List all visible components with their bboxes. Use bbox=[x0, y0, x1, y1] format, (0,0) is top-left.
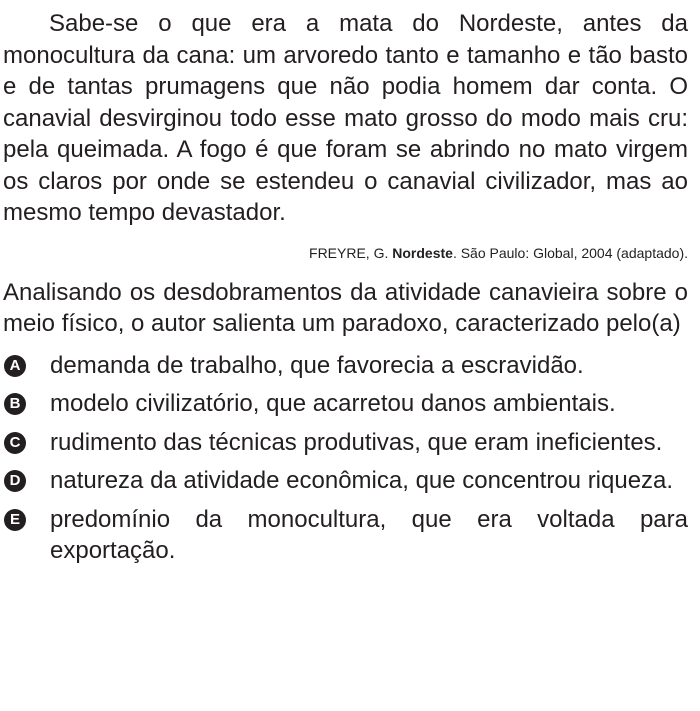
option-letter-badge: A bbox=[4, 355, 26, 377]
option-d[interactable] bbox=[3, 465, 688, 497]
option-text: demanda de trabalho, que favorecia a escravidão. bbox=[50, 351, 584, 379]
option-a[interactable] bbox=[3, 350, 688, 382]
option-text: rudimento das técnicas produtivas, que eram ineficientes. bbox=[50, 428, 663, 456]
citation-title: Nordeste bbox=[392, 244, 453, 261]
option-text: natureza da atividade econômica, que concentrou riqueza. bbox=[50, 467, 674, 494]
question-stem: Analisando os desdobramentos da atividade canavieira sobre o meio físico, o autor salienta um paradoxo, caracterizado pelo(a) bbox=[3, 278, 688, 337]
option-text: predomínio da monocultura, que era voltada para exportação. bbox=[50, 505, 688, 564]
option-letter-badge: E bbox=[4, 509, 26, 531]
citation bbox=[3, 243, 688, 263]
option-letter-badge: B bbox=[4, 393, 26, 415]
option-text: modelo civilizatório, que acarretou danos ambientais. bbox=[50, 390, 616, 417]
option-b[interactable] bbox=[3, 388, 688, 420]
source-passage: Sabe-se o que era a mata do Nordeste, antes da monocultura da cana: um arvoredo tanto e tamanho e tão basto e de tantas prumagens que não podia homem dar conta. O canavial desvirginou todo esse mato grosso do modo mais cru: pela queimada. A fogo é que foram se abrindo no mato virgem os claros por onde se estendeu o canavial civilizador, mas ao mesmo tempo devastador. bbox=[3, 10, 688, 226]
answer-options bbox=[3, 350, 688, 567]
option-c[interactable] bbox=[3, 427, 688, 459]
option-letter-badge: D bbox=[4, 470, 26, 492]
citation-publication: . São Paulo: Global, 2004 (adaptado). bbox=[452, 244, 688, 261]
citation-author: FREYRE, G. bbox=[309, 244, 393, 261]
option-e[interactable] bbox=[3, 504, 688, 567]
option-letter-badge: C bbox=[4, 432, 26, 454]
